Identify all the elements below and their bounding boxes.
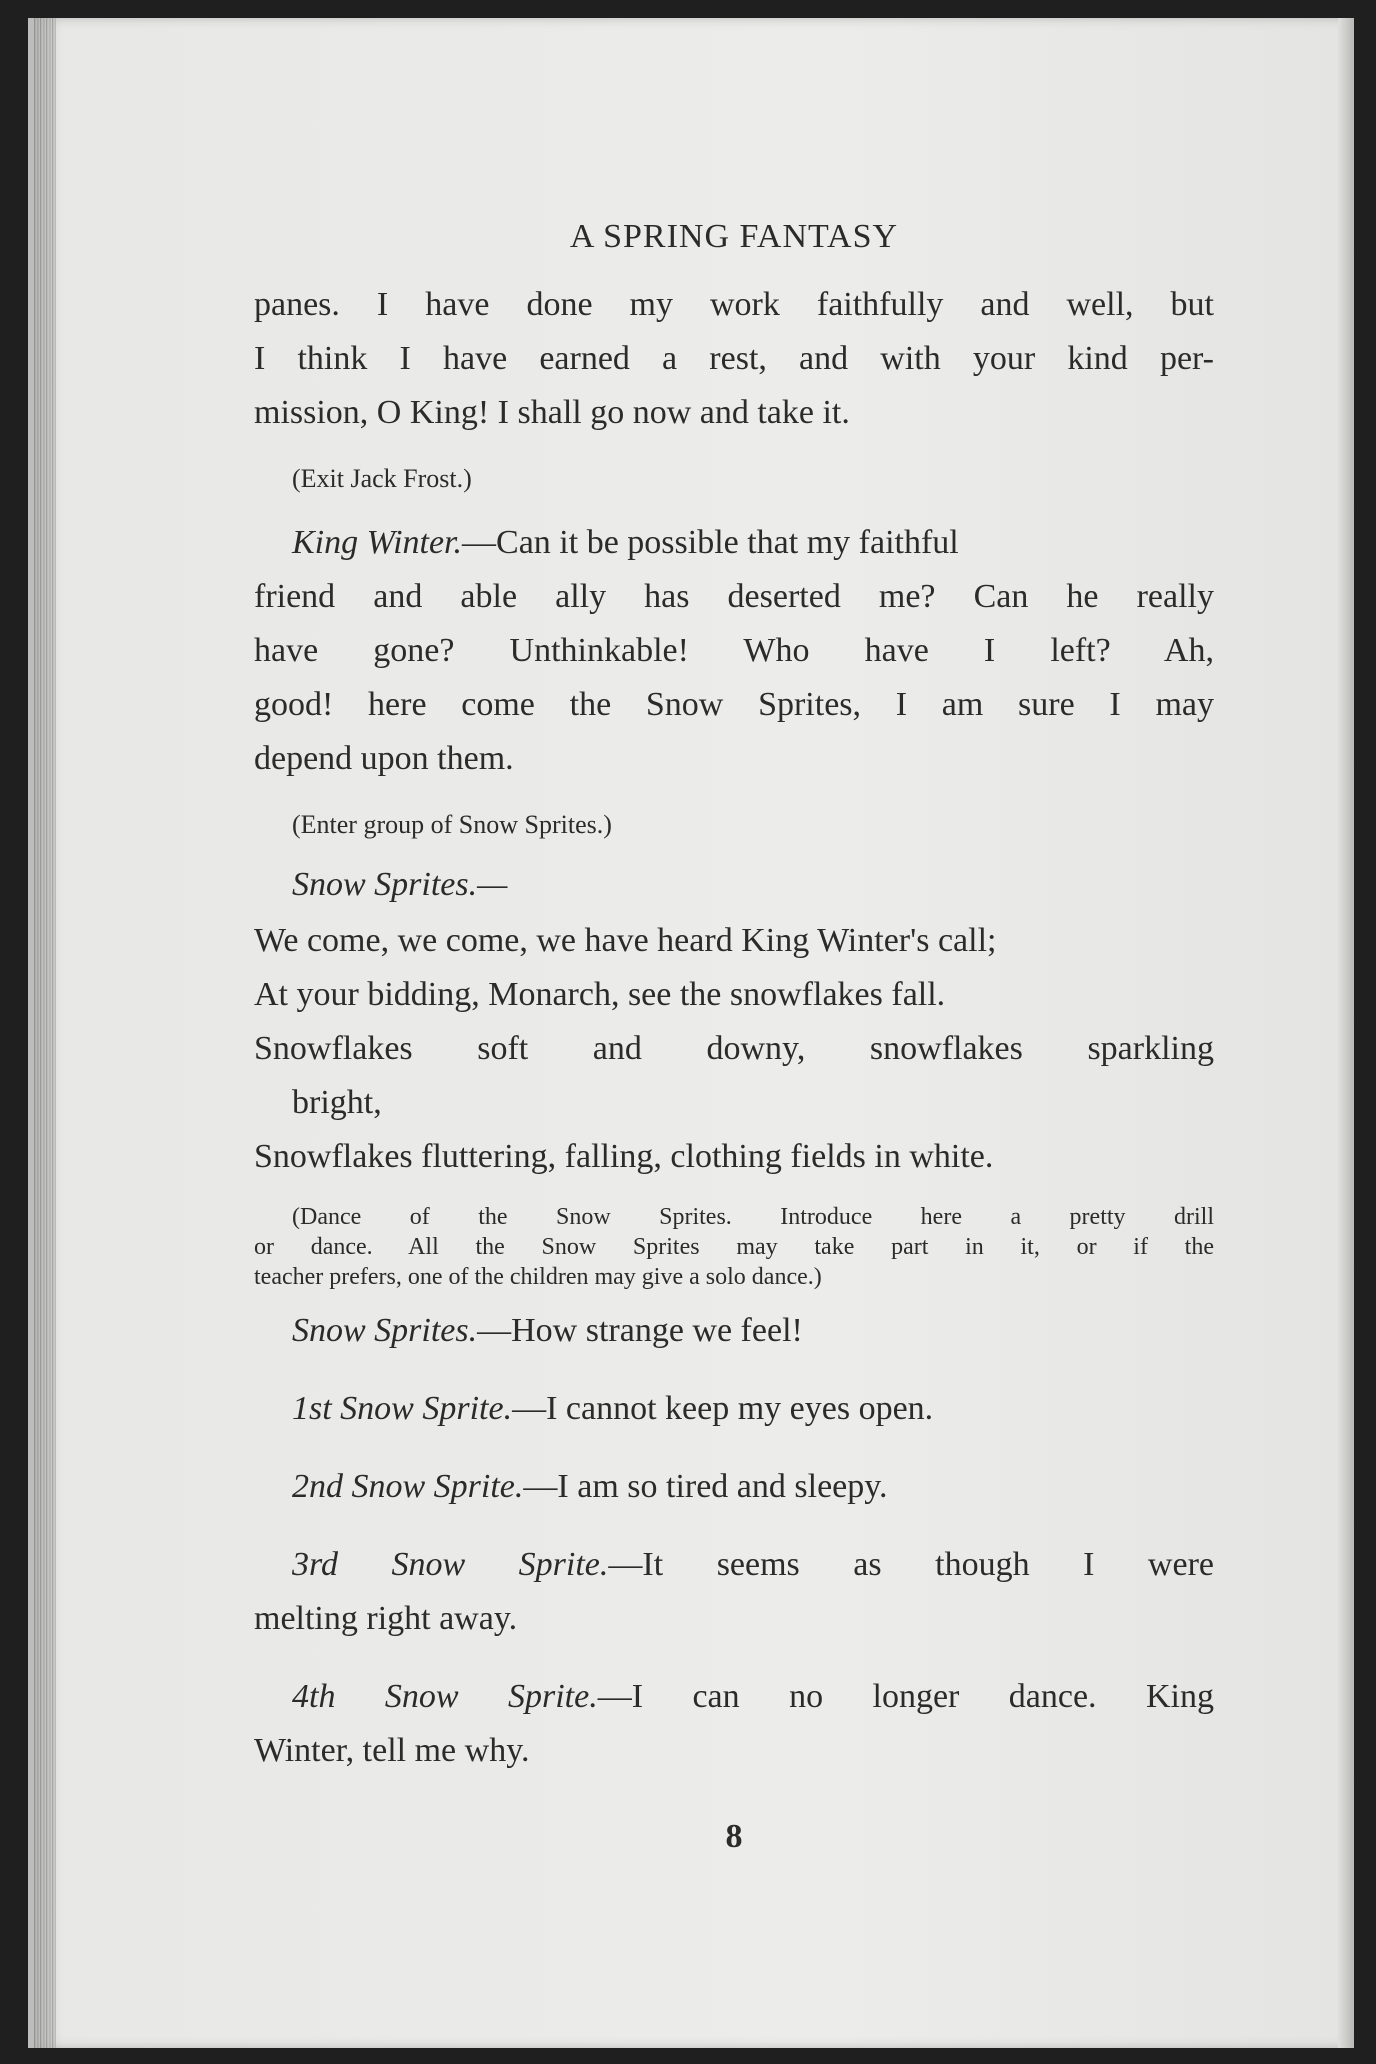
dialogue-text: —I cannot keep my eyes open. bbox=[512, 1390, 934, 1427]
text-line: I think I have earned a rest, and with your kind per- bbox=[254, 340, 1214, 377]
text-line: depend upon them. bbox=[254, 740, 514, 777]
text-line: have gone? Unthinkable! Who have I left? Ah, bbox=[254, 632, 1214, 669]
text-line: mission, O King! I shall go now and take it. bbox=[254, 394, 850, 431]
text-line: good! here come the Snow Sprites, I am sure I may bbox=[254, 686, 1214, 723]
speaker-name: Snow Sprites. bbox=[292, 1312, 478, 1349]
page-right-edge bbox=[1338, 18, 1354, 2048]
verse-line: Snowflakes fluttering, falling, clothing fields in white. bbox=[254, 1138, 994, 1175]
dialogue-line bbox=[254, 1312, 1214, 1350]
speaker-name: King Winter. bbox=[292, 524, 463, 561]
stage-direction: (Enter group of Snow Sprites.) bbox=[292, 810, 612, 839]
verse-line: bright, bbox=[292, 1084, 382, 1121]
verse-line: At your bidding, Monarch, see the snowflakes fall. bbox=[254, 976, 946, 1013]
dialogue-text: —I can no longer dance. King bbox=[597, 1678, 1214, 1715]
verse-line: We come, we come, we have heard King Winter's call; bbox=[254, 922, 997, 959]
dialogue-line bbox=[254, 1678, 1214, 1716]
speaker-name: Snow Sprites.— bbox=[292, 866, 508, 903]
page-number: 8 bbox=[725, 1818, 743, 1855]
stage-direction: (Exit Jack Frost.) bbox=[292, 464, 472, 493]
dialogue-line bbox=[254, 524, 1214, 562]
verse-line: Snowflakes soft and downy, snowflakes sparkling bbox=[254, 1030, 1214, 1067]
dialogue-text: —I am so tired and sleepy. bbox=[523, 1468, 888, 1505]
text-line: friend and able ally has deserted me? Can he really bbox=[254, 578, 1214, 615]
running-header: A SPRING FANTASY bbox=[569, 218, 899, 255]
speaker-name: 4th Snow Sprite. bbox=[292, 1678, 598, 1715]
book-page bbox=[28, 18, 1354, 2048]
note-line: (Dance of the Snow Sprites. Introduce here a pretty drill bbox=[292, 1204, 1214, 1230]
dialogue-text: —Can it be possible that my faithful bbox=[462, 524, 959, 561]
dialogue-line bbox=[254, 1468, 1214, 1506]
dialogue-text: —It seems as though I were bbox=[608, 1546, 1214, 1583]
dialogue-line bbox=[254, 1390, 1214, 1428]
text-line: melting right away. bbox=[254, 1600, 518, 1637]
speaker-name: 2nd Snow Sprite. bbox=[292, 1468, 524, 1505]
speaker-name: 3rd Snow Sprite. bbox=[292, 1546, 609, 1583]
note-line: or dance. All the Snow Sprites may take part in it, or if the bbox=[254, 1234, 1214, 1260]
note-line: teacher prefers, one of the children may give a solo dance.) bbox=[254, 1264, 822, 1290]
text-line: panes. I have done my work faithfully and well, but bbox=[254, 286, 1214, 323]
dialogue-line bbox=[254, 1546, 1214, 1584]
speaker-name: 1st Snow Sprite. bbox=[292, 1390, 513, 1427]
dialogue-text: —How strange we feel! bbox=[477, 1312, 803, 1349]
text-line: Winter, tell me why. bbox=[254, 1732, 530, 1769]
page-binding-edge bbox=[34, 18, 56, 2048]
